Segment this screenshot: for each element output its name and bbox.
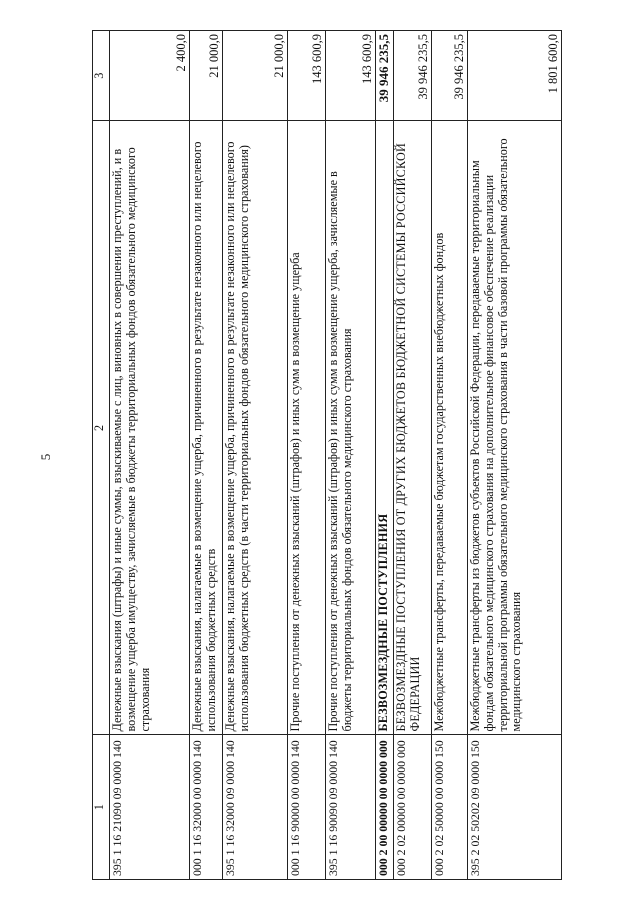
row-description: Межбюджетные трансферты, передаваемые бюджетам государственных внебюджетных фондов — [432, 121, 468, 735]
row-code: 395 1 16 32000 09 0000 140 — [223, 735, 288, 880]
row-code: 000 2 00 00000 00 0000 000 — [376, 735, 394, 880]
row-amount: 1 801 600,0 — [468, 31, 562, 121]
header-row — [93, 31, 110, 880]
row-code: 000 1 16 90000 00 0000 140 — [288, 735, 326, 880]
table-row — [288, 31, 326, 880]
row-description: БЕЗВОЗМЕЗДНЫЕ ПОСТУПЛЕНИЯ ОТ ДРУГИХ БЮДЖЕТОВ БЮДЖЕТНОЙ СИСТЕМЫ РОССИЙСКОЙ ФЕДЕРАЦИИ — [394, 121, 432, 735]
row-description: Межбюджетные трансферты из бюджетов субъектов Российской Федерации, передаваемые территориальным фондам обязательного медицинского страхования на дополнительное финансовое обеспечение реализации территориальной программы обязательного медицинского страхования в части базовой программы обязательного медицинского страхования — [468, 121, 562, 735]
table-row-total — [376, 31, 394, 880]
column-header-2: 2 — [93, 121, 110, 735]
row-code: 395 1 16 90090 09 0000 140 — [326, 735, 376, 880]
row-amount: 143 600,9 — [326, 31, 376, 121]
table-row — [394, 31, 432, 880]
row-description: Денежные взыскания, налагаемые в возмещение ущерба, причиненного в результате незаконного или нецелевого использования бюджетных средств — [190, 121, 223, 735]
row-code: 000 2 02 50000 00 0000 150 — [432, 735, 468, 880]
row-amount: 21 000,0 — [223, 31, 288, 121]
column-header-3: 3 — [93, 31, 110, 121]
row-amount: 39 946 235,5 — [376, 31, 394, 121]
table-row — [326, 31, 376, 880]
column-header-1: 1 — [93, 735, 110, 880]
table-row — [432, 31, 468, 880]
row-amount: 21 000,0 — [190, 31, 223, 121]
row-description: БЕЗВОЗМЕЗДНЫЕ ПОСТУПЛЕНИЯ — [376, 121, 394, 735]
rotated-table-container — [92, 30, 562, 880]
row-description: Прочие поступления от денежных взысканий (штрафов) и иных сумм в возмещение ущерба — [288, 121, 326, 735]
table-row — [190, 31, 223, 880]
row-amount: 143 600,9 — [288, 31, 326, 121]
row-description: Прочие поступления от денежных взысканий (штрафов) и иных сумм в возмещение ущерба, зачисляемые в бюджеты территориальных фондов обязательного медицинского страхования — [326, 121, 376, 735]
row-description: Денежные взыскания, налагаемые в возмещение ущерба, причиненного в результате незаконного или нецелевого использования бюджетных средств (в части территориальных фондов обязательного медицинского страхования) — [223, 121, 288, 735]
table-row — [223, 31, 288, 880]
row-code: 395 1 16 21090 09 0000 140 — [110, 735, 190, 880]
row-description: Денежные взыскания (штрафы) и иные суммы, взыскиваемые с лиц, виновных в совершении преступлений, и в возмещение ущерба имуществу, зачисляемые в бюджеты территориальных фондов обязательного медицинского страхования — [110, 121, 190, 735]
row-code: 000 1 16 32000 00 0000 140 — [190, 735, 223, 880]
row-amount: 2 400,0 — [110, 31, 190, 121]
budget-revenue-table — [92, 30, 562, 880]
row-code: 395 2 02 50202 09 0000 150 — [468, 735, 562, 880]
row-amount: 39 946 235,5 — [394, 31, 432, 121]
row-amount: 39 946 235,5 — [432, 31, 468, 121]
page-number: 5 — [38, 453, 53, 461]
table-row — [110, 31, 190, 880]
table-row — [468, 31, 562, 880]
row-code: 000 2 02 00000 00 0000 000 — [394, 735, 432, 880]
